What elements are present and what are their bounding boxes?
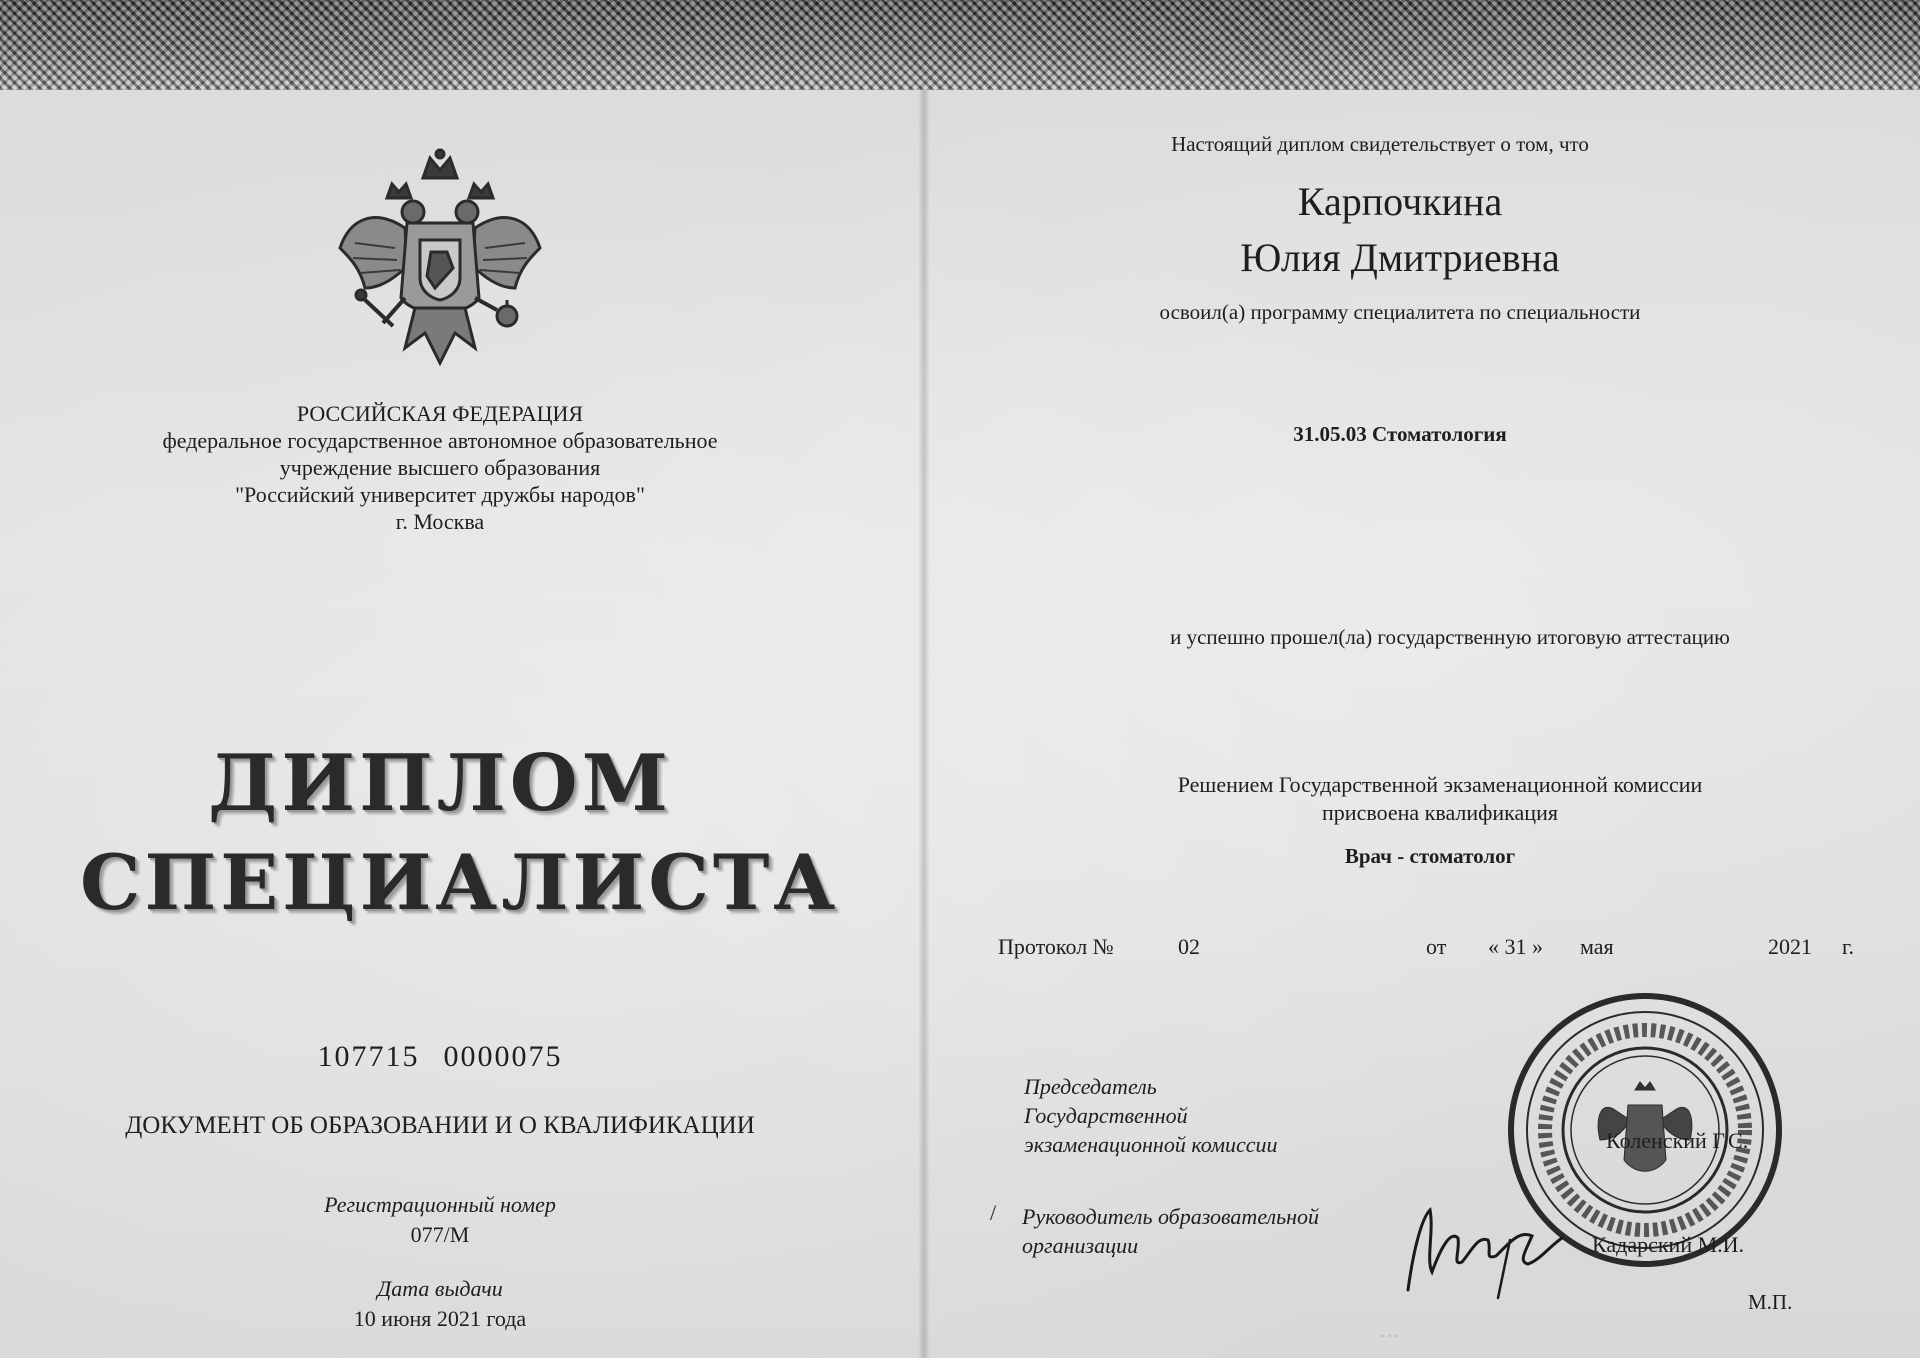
commission-chair-title bbox=[1024, 1072, 1278, 1159]
chair-title-line1: Председатель bbox=[1024, 1074, 1157, 1099]
institution-city: г. Москва bbox=[395, 509, 485, 534]
protocol-day: « 31 » bbox=[1488, 934, 1543, 959]
protocol-year: 2021 bbox=[1768, 934, 1812, 959]
center-fold bbox=[918, 90, 930, 1358]
country-name: РОССИЙСКАЯ ФЕДЕРАЦИЯ bbox=[296, 401, 584, 426]
institution-name: "Российский университет дружбы народов" bbox=[235, 482, 645, 507]
organization-head-title bbox=[1022, 1202, 1319, 1260]
specialty: 31.05.03 Стоматология bbox=[1293, 422, 1507, 446]
diploma-title-line2: СПЕЦИАЛИСТА bbox=[80, 838, 840, 927]
decorative-top-band bbox=[0, 0, 1920, 90]
serial-number: 0000075 bbox=[443, 1040, 563, 1073]
institution-type-line2: учреждение высшего образования bbox=[279, 455, 601, 480]
tick-mark: / bbox=[990, 1200, 997, 1225]
protocol-label: Протокол № bbox=[998, 934, 1114, 959]
faded-text: ... bbox=[1380, 1320, 1401, 1342]
protocol-month: мая bbox=[1580, 934, 1614, 959]
registration-number-value: 077/М bbox=[410, 1222, 470, 1247]
decision-line1: Решением Государственной экзаменационной комиссии bbox=[1177, 772, 1703, 797]
diploma-serial bbox=[280, 1040, 600, 1074]
protocol-number: 02 bbox=[1178, 934, 1200, 959]
document-caption: ДОКУМЕНТ ОБ ОБРАЗОВАНИИ И О КВАЛИФИКАЦИИ bbox=[125, 1112, 755, 1139]
chair-title-line3: экзаменационной комиссии bbox=[1024, 1132, 1278, 1157]
seal-place-mark: М.П. bbox=[1748, 1290, 1793, 1314]
organization-head-name: Кадарский М.И. bbox=[1592, 1232, 1745, 1257]
registration-number-label: Регистрационный номер bbox=[324, 1192, 556, 1217]
protocol-year-suffix: г. bbox=[1842, 934, 1855, 959]
graduate-surname: Карпочкина bbox=[1297, 179, 1503, 224]
issuer-block bbox=[80, 400, 800, 535]
qualification: Врач - стоматолог bbox=[1344, 844, 1516, 868]
issue-date-value: 10 июня 2021 года bbox=[353, 1306, 527, 1331]
diploma-title-line1: ДИПЛОМ bbox=[208, 738, 672, 829]
certification-intro: Настоящий диплом свидетельствует о том, что bbox=[1171, 132, 1589, 156]
commission-chair-name: Коленский Г.С. bbox=[1606, 1128, 1749, 1153]
head-title-line2: организации bbox=[1022, 1233, 1139, 1258]
chair-title-line2: Государственной bbox=[1024, 1103, 1188, 1128]
program-statement: освоил(а) программу специалитета по специальности bbox=[1159, 300, 1641, 324]
protocol-from: от bbox=[1426, 934, 1447, 959]
russian-coat-of-arms-icon bbox=[335, 148, 545, 378]
head-title-line1: Руководитель образовательной bbox=[1022, 1204, 1320, 1229]
graduate-given-names: Юлия Дмитриевна bbox=[1240, 235, 1560, 280]
institution-type-line1: федеральное государственное автономное образовательное bbox=[162, 428, 718, 453]
attestation-statement: и успешно прошел(ла) государственную итоговую аттестацию bbox=[1170, 625, 1730, 649]
serial-series: 107715 bbox=[317, 1040, 420, 1073]
handwritten-signature bbox=[1400, 1190, 1570, 1300]
issue-date-label: Дата выдачи bbox=[377, 1276, 503, 1301]
decision-line2: присвоена квалификация bbox=[1322, 800, 1558, 825]
